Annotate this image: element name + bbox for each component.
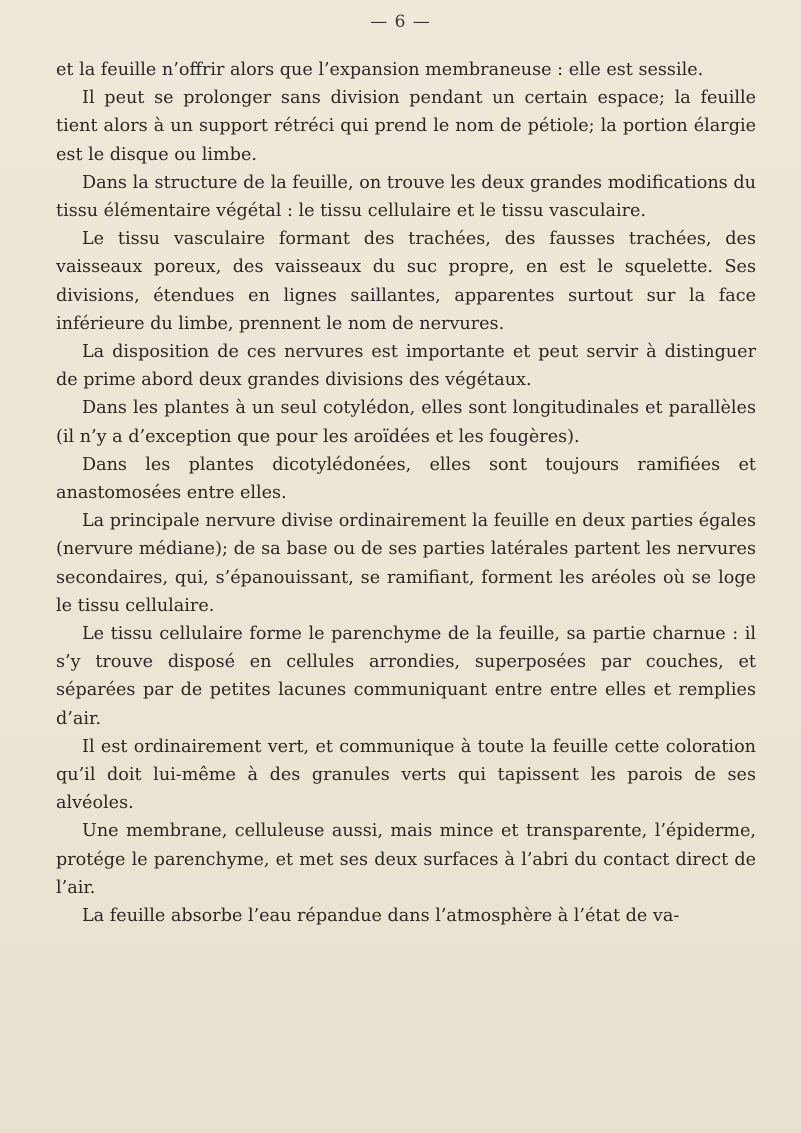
- paragraph: Dans les plantes dicotylédonées, elles sont toujours ramifiées et anastomosées entre elles.: [56, 454, 756, 504]
- paragraph: Une membrane, celluleuse aussi, mais mince et transparente, l’épiderme, protége le parenchyme, et met ses deux surfaces à l’abri du contact direct de l’air.: [56, 821, 756, 898]
- paragraph: et la feuille n’offrir alors que l’expansion membraneuse : elle est sessile.: [56, 60, 704, 80]
- paragraph: La disposition de ces nervures est importante et peut servir à distinguer de prime abord deux grandes divisions des végétaux.: [56, 342, 756, 391]
- paragraph: Dans la structure de la feuille, on trouve les deux grandes modifications du tissu élémentaire végétal : le tissu cellulaire et le tissu vasculaire.: [56, 172, 756, 222]
- paragraph: Dans les plantes à un seul cotylédon, elles sont longitudinales et parallèles (il n’y a d’exception que pour les aroïdées et les fougères).: [56, 398, 756, 447]
- paragraph: Le tissu vasculaire formant des trachées, des fausses trachées, des vaisseaux poreux, des vaisseaux du suc propre, en est le squelette. Ses divisions, étendues en lignes saillantes, apparentes surtout sur la face inférieure du limbe, prennent le nom de nervures.: [56, 229, 756, 334]
- paragraph: La principale nervure divise ordinairement la feuille en deux parties égales (nervure médiane); de sa base ou de ses parties latérales partent les nervures secondaires, qui, s’épanouissant, se ramifiant, forment les aréoles où se loge le tissu cellulaire.: [56, 511, 756, 616]
- paragraph: Il peut se prolonger sans division pendant un certain espace; la feuille tient alors à un support rétréci qui prend le nom de pétiole; la portion élargie est le disque ou limbe.: [56, 88, 756, 165]
- body-text: [56, 56, 756, 930]
- paragraph: Le tissu cellulaire forme le parenchyme de la feuille, sa partie charnue : il s’y trouve disposé en cellules arrondies, superposées par couches, et séparées par de petites lacunes communiquant entre entre elles et remplies d’air.: [56, 624, 756, 729]
- page-number: — 6 —: [370, 12, 431, 32]
- paragraph: La feuille absorbe l’eau répandue dans l’atmosphère à l’état de va-: [82, 906, 680, 927]
- paragraph: Il est ordinairement vert, et communique à toute la feuille cette coloration qu’il doit lui-même à des granules verts qui tapissent les parois de ses alvéoles.: [56, 736, 756, 814]
